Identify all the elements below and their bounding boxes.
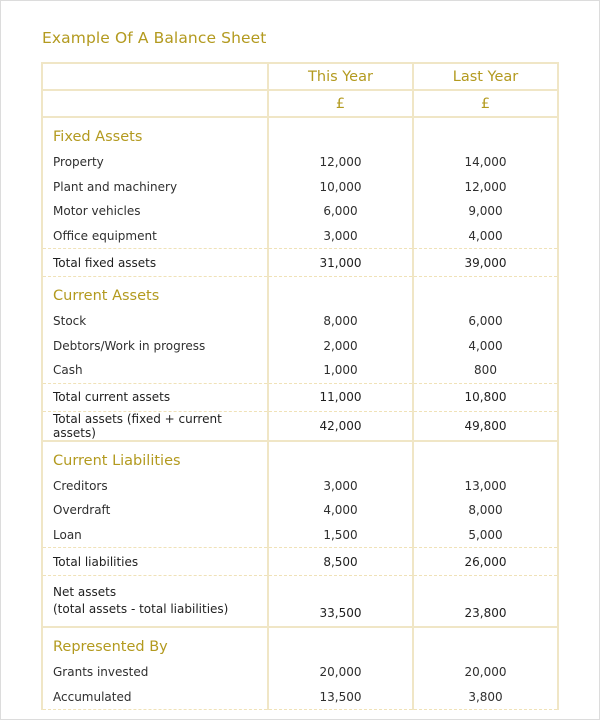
row-label: Loan [42, 523, 268, 548]
grand-total-last-year: 49,800 [413, 411, 558, 441]
row-label: Stock [42, 309, 268, 334]
this-year-value: 13,500 [268, 685, 413, 710]
last-year-value: 6,000 [413, 309, 558, 334]
header-row [42, 63, 558, 90]
total-label: Total fixed assets [42, 249, 268, 277]
this-year-value: 6,000 [268, 199, 413, 224]
table-row [42, 199, 558, 224]
empty-cell [268, 627, 413, 660]
this-year-value: 3,000 [268, 474, 413, 499]
total-last-year: 26,000 [413, 548, 558, 576]
section-heading-fixed-assets: Fixed Assets [42, 117, 268, 150]
empty-cell [413, 441, 558, 474]
grand-total-this-year: 42,000 [268, 411, 413, 441]
last-year-value: 8,000 [413, 498, 558, 523]
total-this-year: 31,000 [268, 249, 413, 277]
empty-cell [268, 277, 413, 310]
section-heading-current-liabilities: Current Liabilities [42, 441, 268, 474]
grand-total-row [42, 411, 558, 441]
last-year-value: 4,000 [413, 224, 558, 249]
total-last-year: 39,000 [413, 249, 558, 277]
empty-cell [413, 117, 558, 150]
empty-cell [268, 441, 413, 474]
row-label: Grants invested [42, 660, 268, 685]
balance-sheet-table [41, 62, 559, 710]
net-assets-row [42, 576, 558, 628]
row-label: Overdraft [42, 498, 268, 523]
table-row [42, 150, 558, 175]
row-label: Property [42, 150, 268, 175]
empty-cell [413, 277, 558, 310]
this-year-value: 12,000 [268, 150, 413, 175]
total-this-year: 8,500 [268, 548, 413, 576]
total-row [42, 383, 558, 411]
net-assets-this-year: 33,500 [268, 576, 413, 628]
row-label: Accumulated [42, 685, 268, 710]
this-year-value: 3,000 [268, 224, 413, 249]
grand-total-label: Total assets (fixed + current assets) [42, 411, 268, 441]
section-heading-row [42, 627, 558, 660]
table-row [42, 224, 558, 249]
net-assets-last-year: 23,800 [413, 576, 558, 628]
net-assets-label-line2: (total assets - total liabilities) [53, 602, 229, 616]
last-year-value: 5,000 [413, 523, 558, 548]
table-row [42, 498, 558, 523]
table-row [42, 474, 558, 499]
table-row [42, 660, 558, 685]
last-year-value: 14,000 [413, 150, 558, 175]
section-heading-row [42, 117, 558, 150]
row-label: Office equipment [42, 224, 268, 249]
last-year-value: 4,000 [413, 334, 558, 359]
section-heading-row [42, 441, 558, 474]
section-heading-represented-by: Represented By [42, 627, 268, 660]
currency-this-year: £ [268, 90, 413, 117]
table-row [42, 334, 558, 359]
this-year-value: 4,000 [268, 498, 413, 523]
total-row [42, 249, 558, 277]
this-year-value: 10,000 [268, 175, 413, 200]
header-this-year: This Year [268, 63, 413, 90]
empty-cell [413, 627, 558, 660]
last-year-value: 800 [413, 358, 558, 383]
section-heading-current-assets: Current Assets [42, 277, 268, 310]
header-last-year: Last Year [413, 63, 558, 90]
table-row [42, 175, 558, 200]
table-row [42, 358, 558, 383]
total-label: Total liabilities [42, 548, 268, 576]
net-assets-label [42, 576, 268, 628]
this-year-value: 20,000 [268, 660, 413, 685]
this-year-value: 8,000 [268, 309, 413, 334]
row-label: Creditors [42, 474, 268, 499]
currency-empty-cell [42, 90, 268, 117]
last-year-value: 20,000 [413, 660, 558, 685]
empty-cell [268, 117, 413, 150]
row-label: Motor vehicles [42, 199, 268, 224]
row-label: Debtors/Work in progress [42, 334, 268, 359]
this-year-value: 1,500 [268, 523, 413, 548]
table-row [42, 685, 558, 710]
last-year-value: 13,000 [413, 474, 558, 499]
row-label: Cash [42, 358, 268, 383]
last-year-value: 12,000 [413, 175, 558, 200]
section-heading-row [42, 277, 558, 310]
total-label: Total current assets [42, 383, 268, 411]
document-title: Example Of A Balance Sheet [42, 29, 267, 47]
this-year-value: 1,000 [268, 358, 413, 383]
total-last-year: 10,800 [413, 383, 558, 411]
net-assets-label-line1: Net assets [53, 585, 117, 599]
total-this-year: 11,000 [268, 383, 413, 411]
currency-last-year: £ [413, 90, 558, 117]
table-row [42, 309, 558, 334]
header-empty-cell [42, 63, 268, 90]
currency-row [42, 90, 558, 117]
table-row [42, 523, 558, 548]
last-year-value: 3,800 [413, 685, 558, 710]
last-year-value: 9,000 [413, 199, 558, 224]
row-label: Plant and machinery [42, 175, 268, 200]
total-row [42, 548, 558, 576]
this-year-value: 2,000 [268, 334, 413, 359]
